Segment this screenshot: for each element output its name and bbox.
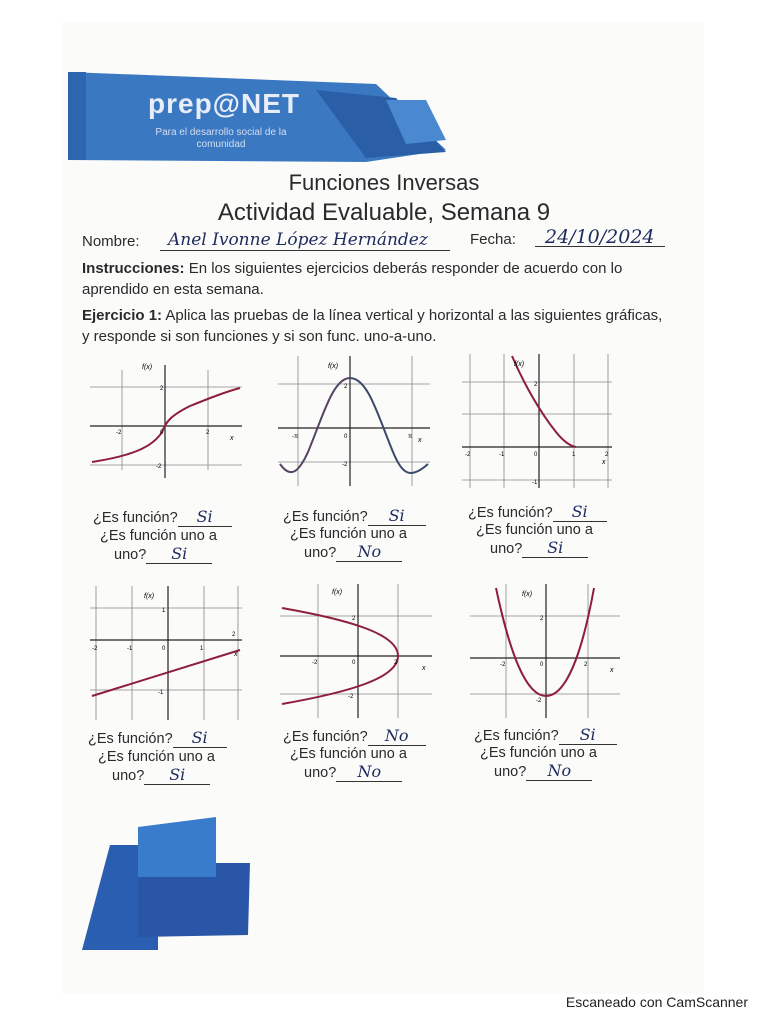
g4-fx: f(x) (144, 593, 155, 600)
g3-fx: f(x) (514, 361, 525, 368)
g2-t4: -2 (342, 462, 348, 468)
graph-6 (470, 584, 620, 718)
date-label: Fecha: (470, 231, 516, 248)
page-subtitle: Actividad Evaluable, Semana 9 (217, 199, 551, 226)
g5-t2: 0 (352, 660, 356, 666)
g1-fx: f(x) (142, 364, 153, 371)
g1-one-to-one-answer: Si (146, 545, 212, 564)
instructions-text: En los siguientes ejercicios deberás responder de acuerdo con lo aprendido en esta semana. (82, 260, 623, 298)
decorative-blue-blocks (80, 815, 255, 955)
g5-t4: -2 (348, 694, 354, 700)
g2-t0: 2 (344, 384, 348, 390)
g4-is-function: ¿Es función? Si (88, 729, 227, 748)
name-line (160, 250, 450, 251)
g2-one-to-one-answer: No (336, 543, 402, 562)
g3-t4: 1 (572, 452, 576, 458)
g4-t3: 0 (162, 646, 166, 652)
g4-t4: 1 (200, 646, 204, 652)
g3-is-function: ¿Es función? Si (468, 503, 607, 522)
g1-t1: -2 (116, 430, 122, 436)
logo-tagline: Para el desarrollo social de la comunidad (155, 127, 287, 150)
exercise-text: Aplica las pruebas de la línea vertical y horizontal a las siguientes gráficas, y responde si son funciones y si son func. uno-a-uno. (82, 307, 663, 345)
g3-t2: -1 (499, 452, 505, 458)
exercise-label: Ejercicio 1: (82, 307, 163, 324)
g2-t2: 0 (344, 434, 348, 440)
date-value: 24/10/2024 (545, 226, 655, 248)
g5-t3: 2 (394, 660, 398, 666)
graph-1 (90, 360, 242, 478)
g4-is-function-answer: Si (173, 729, 227, 748)
g2-is-function-answer: Si (368, 507, 426, 526)
g5-one-to-one: ¿Es función uno a uno? No (290, 746, 407, 781)
instructions (82, 258, 682, 300)
g6-t1: -2 (500, 662, 506, 668)
g1-t2: 0 (160, 430, 164, 436)
g6-is-function: ¿Es función? Si (474, 726, 617, 745)
g6-t3: 2 (584, 662, 588, 668)
g4-t0: 1 (162, 608, 166, 614)
graph-5 (280, 584, 432, 718)
exercise (82, 305, 672, 347)
g3-t6: -1 (532, 480, 538, 486)
g3-x: x (602, 459, 606, 466)
prepanet-banner (66, 70, 446, 170)
g5-x: x (422, 665, 426, 672)
instructions-label: Instrucciones: (82, 260, 185, 277)
date-line (535, 246, 665, 247)
g5-fx: f(x) (332, 589, 343, 596)
g3-is-function-answer: Si (553, 503, 607, 522)
g1-t3: 2 (206, 430, 210, 436)
g2-one-to-one: ¿Es función uno a uno? No (290, 526, 407, 561)
g6-fx: f(x) (522, 591, 533, 598)
g1-is-function: ¿Es función? Si (93, 508, 232, 527)
g6-x: x (610, 667, 614, 674)
g3-t5: 2 (605, 452, 609, 458)
graph-2 (278, 356, 430, 486)
g4-t6: -1 (158, 690, 164, 696)
g1-t0: 2 (160, 386, 164, 392)
g1-t4: -2 (156, 464, 162, 470)
g3-one-to-one-answer: Si (522, 539, 588, 558)
g5-t0: 2 (352, 616, 356, 622)
g6-one-to-one: ¿Es función uno a uno? No (480, 745, 597, 780)
g4-one-to-one: ¿Es función uno a uno? Si (98, 749, 215, 784)
page-title: Funciones Inversas (288, 170, 480, 195)
g3-t3: 0 (534, 452, 538, 458)
graph-3 (462, 354, 612, 488)
scanner-watermark: Escaneado con CamScanner (565, 994, 748, 1010)
g6-is-function-answer: Si (559, 726, 617, 745)
g4-one-to-one-answer: Si (144, 766, 210, 785)
g5-t1: -2 (312, 660, 318, 666)
g2-t3: π (408, 434, 413, 440)
g4-t2: -1 (127, 646, 133, 652)
g4-t1: -2 (92, 646, 98, 652)
g5-is-function-answer: No (368, 727, 426, 746)
g4-t5: 2 (232, 632, 236, 638)
g2-fx: f(x) (328, 363, 339, 370)
g3-one-to-one: ¿Es función uno a uno? Si (476, 522, 593, 557)
g1-x: x (230, 435, 234, 442)
g6-t0: 2 (540, 616, 544, 622)
g6-one-to-one-answer: No (526, 762, 592, 781)
g2-is-function: ¿Es función? Si (283, 507, 426, 526)
g3-t0: 2 (534, 382, 538, 388)
g2-x: x (418, 437, 422, 444)
name-value: Anel Ivonne López Hernández (168, 230, 428, 250)
g2-t1: -π (292, 434, 299, 440)
g4-x: x (234, 651, 238, 658)
prepanet-logo: prep@NET (148, 88, 300, 119)
g1-is-function-answer: Si (178, 508, 232, 527)
g6-t4: -2 (536, 698, 542, 704)
name-label: Nombre: (82, 233, 140, 250)
g6-t2: 0 (540, 662, 544, 668)
g5-is-function: ¿Es función? No (283, 727, 426, 746)
g3-t1: -2 (465, 452, 471, 458)
graph-4 (90, 586, 242, 720)
g1-one-to-one: ¿Es función uno a uno? Si (100, 528, 217, 563)
g5-one-to-one-answer: No (336, 763, 402, 782)
